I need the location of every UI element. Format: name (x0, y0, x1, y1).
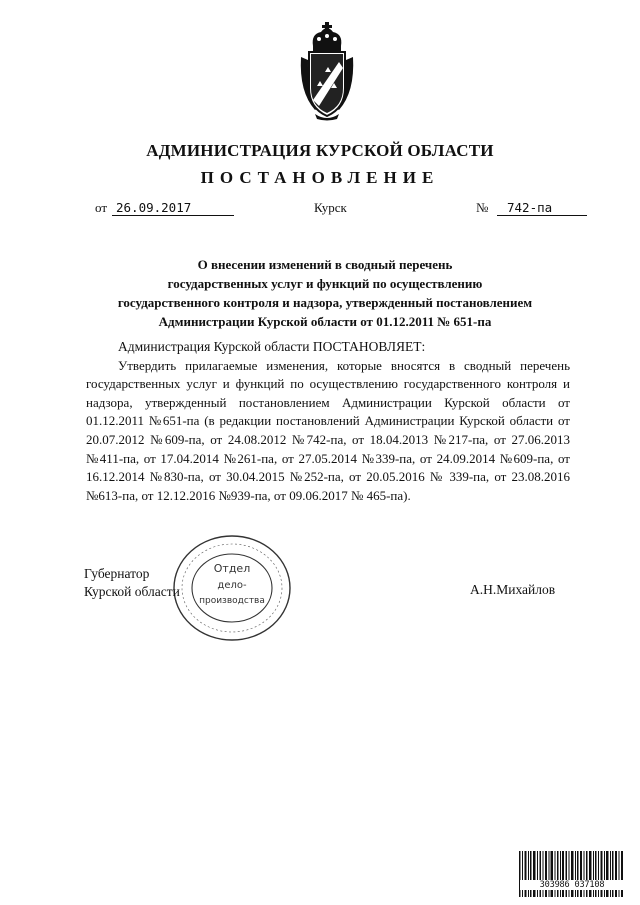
resolution-lead: Администрация Курской области ПОСТАНОВЛЯЕТ: (118, 339, 426, 354)
document-body (86, 338, 570, 505)
subject-line: государственного контроля и надзора, утвержденный постановлением (117, 295, 533, 310)
subject-line: О внесении изменений в сводный перечень (197, 257, 453, 272)
coat-of-arms-emblem (295, 22, 359, 122)
subject-line: государственных услуг и функций по осуществлению (167, 276, 483, 291)
document-number: 742-па (497, 200, 587, 216)
barcode-number: 303986 037108 (520, 880, 624, 890)
stamp-line: производства (199, 596, 265, 606)
signer-title-line: Курской области (84, 584, 180, 599)
resolution-paragraph: Утвердить прилагаемые изменения, которые вносятся в сводный перечень государственных услуг и функций по осуществлению государственного контроля и надзора, утвержденный постановлением Администрации Курской области от 01.12.2011 №651-па (в редакции постановлений Администрации Курской области от 20.07.2012 №609-па, от 24.08.2012 №742-па, от 18.04.2013 №217-па, от 27.06.2013 №411-па, от 17.04.2014 №261-па, от 27.05.2014 №339-па, от 24.09.2014 №609-па, от 16.12.2014 №830-па, от 30.04.2015 №252-па, от 20.05.2016 № 339-па, от 23.08.2016 №613-па, от 12.12.2016 №939-па, от 09.06.2017 № 465-па). (86, 357, 570, 503)
subject-line: Администрации Курской области от 01.12.2011 № 651-па (158, 314, 492, 329)
authority-name: АДМИНИСТРАЦИЯ КУРСКОЙ ОБЛАСТИ (146, 141, 494, 160)
barcode (519, 851, 623, 897)
signer-name: А.Н.Михайлов (470, 582, 556, 597)
document-subject (60, 255, 590, 331)
signer-title (84, 565, 180, 601)
stamp-line: Отдел (213, 562, 251, 575)
document-date: 26.09.2017 (112, 200, 234, 216)
number-prefix: № (476, 200, 489, 215)
document-type: ПОСТАНОВЛЕНИЕ (200, 168, 440, 187)
stamp-line: дело- (217, 580, 247, 591)
document-city: Курск (314, 200, 347, 215)
office-stamp (168, 532, 296, 644)
date-prefix: от (95, 200, 108, 215)
signer-title-line: Губернатор (84, 566, 150, 581)
